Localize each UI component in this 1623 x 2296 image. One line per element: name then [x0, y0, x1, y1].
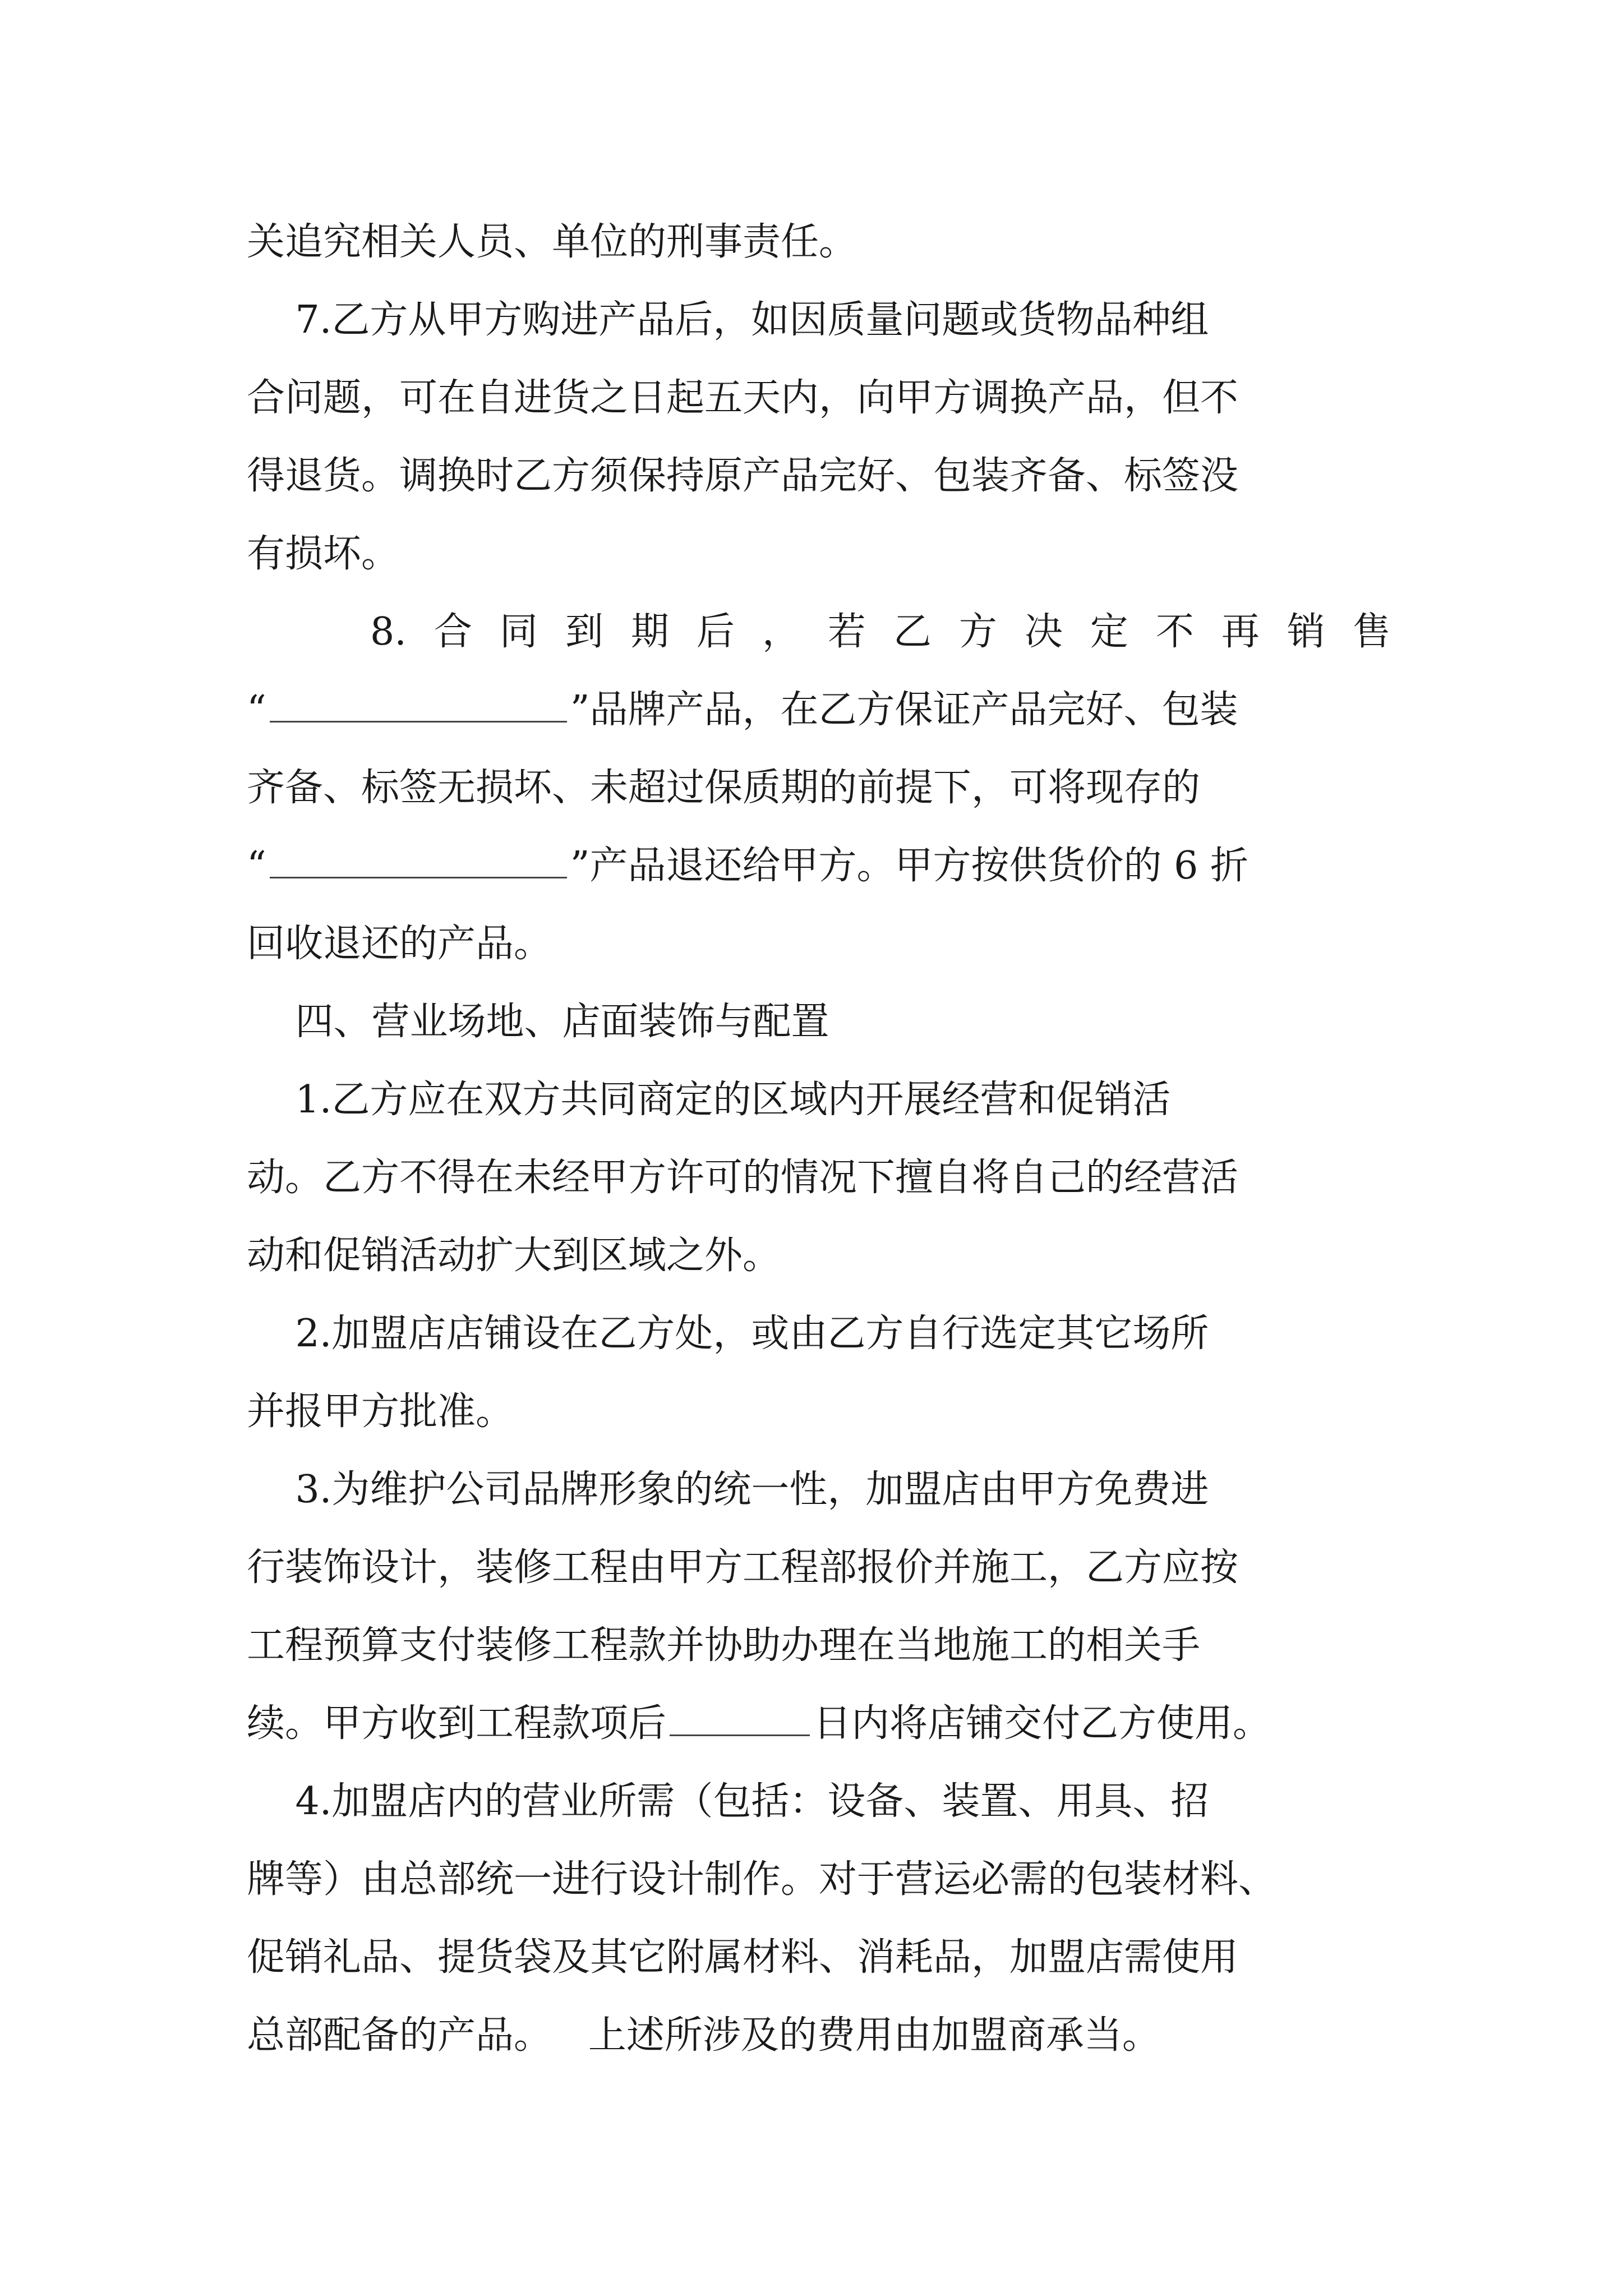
text-line: 2.加盟店店铺设在乙方处，或由乙方自行选定其它场所 [247, 1312, 1209, 1356]
product-name-blank [270, 843, 567, 878]
text-line: 3.为维护公司品牌形象的统一性，加盟店由甲方免费进 [247, 1467, 1209, 1512]
text-line: 动和促销活动扩大到区域之外。 [247, 1234, 781, 1278]
text-line: 牌等）由总部统一进行设计制作。对于营运必需的包装材料、 [247, 1857, 1277, 1902]
text-line: 关追究相关人员、单位的刑事责任。 [247, 220, 857, 264]
days-blank [670, 1701, 810, 1736]
return-line [247, 827, 1391, 905]
text-line: 1.乙方应在双方共同商定的区域内开展经营和促销活 [247, 1078, 1171, 1122]
text-line: 总部配备的产品。 上述所涉及的费用由加盟商承当。 [247, 2013, 1160, 2058]
text-line: 7.乙方从甲方购进产品后，如因质量问题或货物品种组 [247, 298, 1209, 342]
text-token: ， [762, 610, 800, 654]
text-token: 销 [1287, 610, 1325, 654]
text-token: 决 [1024, 610, 1063, 654]
section-heading: 四、营业场地、店面装饰与配置 [247, 1000, 829, 1044]
text-line: 行装饰设计，装修工程由甲方工程部报价并施工，乙方应按 [247, 1545, 1239, 1590]
text-line: 促销礼品、提货袋及其它附属材料、消耗品，加盟店需使用 [247, 1935, 1239, 1980]
text-token: 乙 [893, 610, 932, 654]
text-line: 回收退还的产品。 [247, 922, 552, 966]
text-line: 动。乙方不得在未经甲方许可的情况下擅自将自己的经营活 [247, 1156, 1239, 1200]
text-token: 到 [565, 610, 603, 654]
text-segment: 日内将店铺交付乙方使用。 [813, 1701, 1271, 1746]
quote-mark: “ [247, 688, 266, 732]
text-line: 有损坏。 [247, 532, 400, 576]
quote-mark: “ [247, 844, 266, 888]
text-line: 齐备、标签无损坏、未超过保质期的前提下，可将现存的 [247, 766, 1201, 810]
text-line: 得退货。调换时乙方须保持原产品完好、包装齐备、标签没 [247, 454, 1239, 498]
text-segment: 续。甲方收到工程款项后 [247, 1701, 667, 1746]
text-token: 若 [827, 610, 866, 654]
delivery-line [247, 1685, 1391, 1763]
text-line: 合问题，可在自进货之日起五天内，向甲方调换产品，但不 [247, 376, 1239, 420]
text-token: 8. [370, 610, 407, 654]
text-token: 售 [1352, 610, 1391, 654]
text-token: 同 [499, 610, 538, 654]
brand-line [247, 671, 1391, 749]
contract-text [247, 203, 1391, 2074]
text-segment: ”产品退还给甲方。甲方按供货价的 6 折 [570, 844, 1249, 888]
text-line: 并报甲方批准。 [247, 1389, 514, 1434]
brand-name-blank [270, 687, 567, 723]
clause-8-line [247, 593, 1391, 671]
text-token: 再 [1221, 610, 1260, 654]
text-token: 合 [434, 610, 472, 654]
text-token: 期 [630, 610, 669, 654]
text-token: 后 [696, 610, 735, 654]
text-segment: ”品牌产品，在乙方保证产品完好、包装 [570, 688, 1238, 732]
text-line: 工程预算支付装修工程款并协助办理在当地施工的相关手 [247, 1623, 1201, 1668]
text-token: 定 [1090, 610, 1128, 654]
text-line: 4.加盟店内的营业所需（包括：设备、装置、用具、招 [247, 1779, 1209, 1824]
text-token: 不 [1155, 610, 1194, 654]
text-token: 方 [958, 610, 997, 654]
